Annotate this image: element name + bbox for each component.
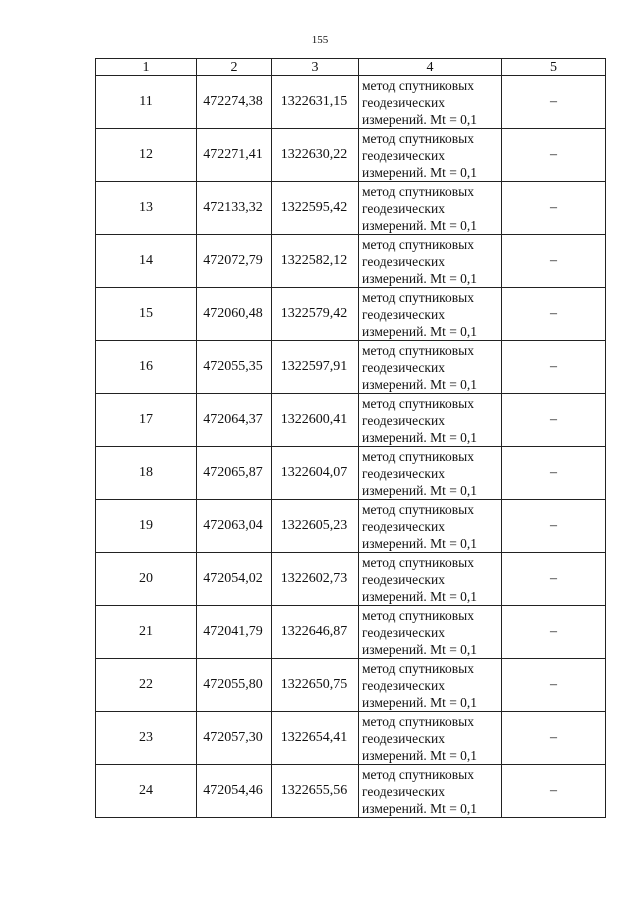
y-coordinate-cell: 1322597,91 [272,341,359,394]
x-coordinate-cell: 472133,32 [197,182,272,235]
method-line: метод спутниковых [362,342,474,358]
method-cell [359,182,502,235]
note-cell: – [502,235,606,288]
note-cell: – [502,182,606,235]
note-cell: – [502,606,606,659]
table-row [96,182,606,235]
method-cell [359,553,502,606]
method-cell [359,500,502,553]
y-coordinate-cell: 1322646,87 [272,606,359,659]
table-row [96,341,606,394]
method-line: измерений. Mt = 0,1 [362,111,478,127]
table-header [96,59,606,76]
method-line: геодезических [362,624,445,640]
method-cell [359,606,502,659]
method-line: метод спутниковых [362,236,474,252]
method-line: метод спутниковых [362,501,474,517]
table-row [96,500,606,553]
x-coordinate-cell: 472054,46 [197,765,272,818]
table-row [96,553,606,606]
header-col-4: 4 [359,59,502,76]
header-col-3: 3 [272,59,359,76]
y-coordinate-cell: 1322631,15 [272,76,359,129]
method-line: измерений. Mt = 0,1 [362,270,478,286]
point-number-cell: 14 [96,235,197,288]
method-line: метод спутниковых [362,660,474,676]
method-cell [359,659,502,712]
x-coordinate-cell: 472271,41 [197,129,272,182]
y-coordinate-cell: 1322579,42 [272,288,359,341]
point-number-cell: 21 [96,606,197,659]
table-row [96,447,606,500]
method-cell [359,765,502,818]
method-line: измерений. Mt = 0,1 [362,694,478,710]
method-line: геодезических [362,677,445,693]
note-cell: – [502,712,606,765]
x-coordinate-cell: 472060,48 [197,288,272,341]
page-number: 155 [311,34,329,46]
method-line: измерений. Mt = 0,1 [362,535,478,551]
method-line: метод спутниковых [362,554,474,570]
table-row [96,659,606,712]
method-line: метод спутниковых [362,395,474,411]
x-coordinate-cell: 472055,80 [197,659,272,712]
y-coordinate-cell: 1322650,75 [272,659,359,712]
method-line: метод спутниковых [362,448,474,464]
note-cell: – [502,394,606,447]
method-line: измерений. Mt = 0,1 [362,588,478,604]
note-cell: – [502,288,606,341]
x-coordinate-cell: 472041,79 [197,606,272,659]
y-coordinate-cell: 1322602,73 [272,553,359,606]
method-line: измерений. Mt = 0,1 [362,800,478,816]
note-cell: – [502,553,606,606]
point-number-cell: 19 [96,500,197,553]
method-cell [359,447,502,500]
x-coordinate-cell: 472055,35 [197,341,272,394]
point-number-cell: 18 [96,447,197,500]
method-line: геодезических [362,730,445,746]
y-coordinate-cell: 1322604,07 [272,447,359,500]
point-number-cell: 23 [96,712,197,765]
header-col-1: 1 [96,59,197,76]
x-coordinate-cell: 472072,79 [197,235,272,288]
method-line: метод спутниковых [362,713,474,729]
note-cell: – [502,447,606,500]
method-line: измерений. Mt = 0,1 [362,429,478,445]
note-cell: – [502,341,606,394]
y-coordinate-cell: 1322582,12 [272,235,359,288]
method-line: геодезических [362,465,445,481]
method-cell [359,129,502,182]
table-row [96,765,606,818]
x-coordinate-cell: 472063,04 [197,500,272,553]
point-number-cell: 12 [96,129,197,182]
y-coordinate-cell: 1322600,41 [272,394,359,447]
table-row [96,606,606,659]
point-number-cell: 11 [96,76,197,129]
method-line: геодезических [362,200,445,216]
y-coordinate-cell: 1322655,56 [272,765,359,818]
coordinates-table [95,58,606,818]
method-line: измерений. Mt = 0,1 [362,164,478,180]
header-col-2: 2 [197,59,272,76]
method-line: геодезических [362,306,445,322]
method-line: геодезических [362,94,445,110]
method-line: метод спутниковых [362,607,474,623]
x-coordinate-cell: 472064,37 [197,394,272,447]
table-body [96,76,606,818]
method-cell [359,288,502,341]
y-coordinate-cell: 1322654,41 [272,712,359,765]
method-line: измерений. Mt = 0,1 [362,482,478,498]
method-line: геодезических [362,518,445,534]
method-line: измерений. Mt = 0,1 [362,376,478,392]
table-row [96,712,606,765]
x-coordinate-cell: 472057,30 [197,712,272,765]
header-row [96,59,606,76]
note-cell: – [502,500,606,553]
table-row [96,288,606,341]
method-line: метод спутниковых [362,130,474,146]
method-line: геодезических [362,147,445,163]
table-row [96,129,606,182]
table-row [96,235,606,288]
note-cell: – [502,129,606,182]
point-number-cell: 15 [96,288,197,341]
table-row [96,76,606,129]
method-line: измерений. Mt = 0,1 [362,747,478,763]
point-number-cell: 17 [96,394,197,447]
x-coordinate-cell: 472274,38 [197,76,272,129]
method-line: геодезических [362,783,445,799]
table-row [96,394,606,447]
point-number-cell: 13 [96,182,197,235]
method-line: измерений. Mt = 0,1 [362,323,478,339]
x-coordinate-cell: 472054,02 [197,553,272,606]
method-line: измерений. Mt = 0,1 [362,217,478,233]
method-line: метод спутниковых [362,77,474,93]
method-cell [359,341,502,394]
y-coordinate-cell: 1322595,42 [272,182,359,235]
method-cell [359,235,502,288]
y-coordinate-cell: 1322630,22 [272,129,359,182]
method-line: геодезических [362,253,445,269]
method-line: геодезических [362,571,445,587]
header-col-5: 5 [502,59,606,76]
note-cell: – [502,659,606,712]
method-line: метод спутниковых [362,183,474,199]
y-coordinate-cell: 1322605,23 [272,500,359,553]
point-number-cell: 20 [96,553,197,606]
method-line: геодезических [362,412,445,428]
point-number-cell: 16 [96,341,197,394]
point-number-cell: 24 [96,765,197,818]
method-line: измерений. Mt = 0,1 [362,641,478,657]
point-number-cell: 22 [96,659,197,712]
method-line: геодезических [362,359,445,375]
x-coordinate-cell: 472065,87 [197,447,272,500]
method-cell [359,712,502,765]
method-cell [359,76,502,129]
note-cell: – [502,765,606,818]
method-line: метод спутниковых [362,766,474,782]
note-cell: – [502,76,606,129]
method-line: метод спутниковых [362,289,474,305]
method-cell [359,394,502,447]
